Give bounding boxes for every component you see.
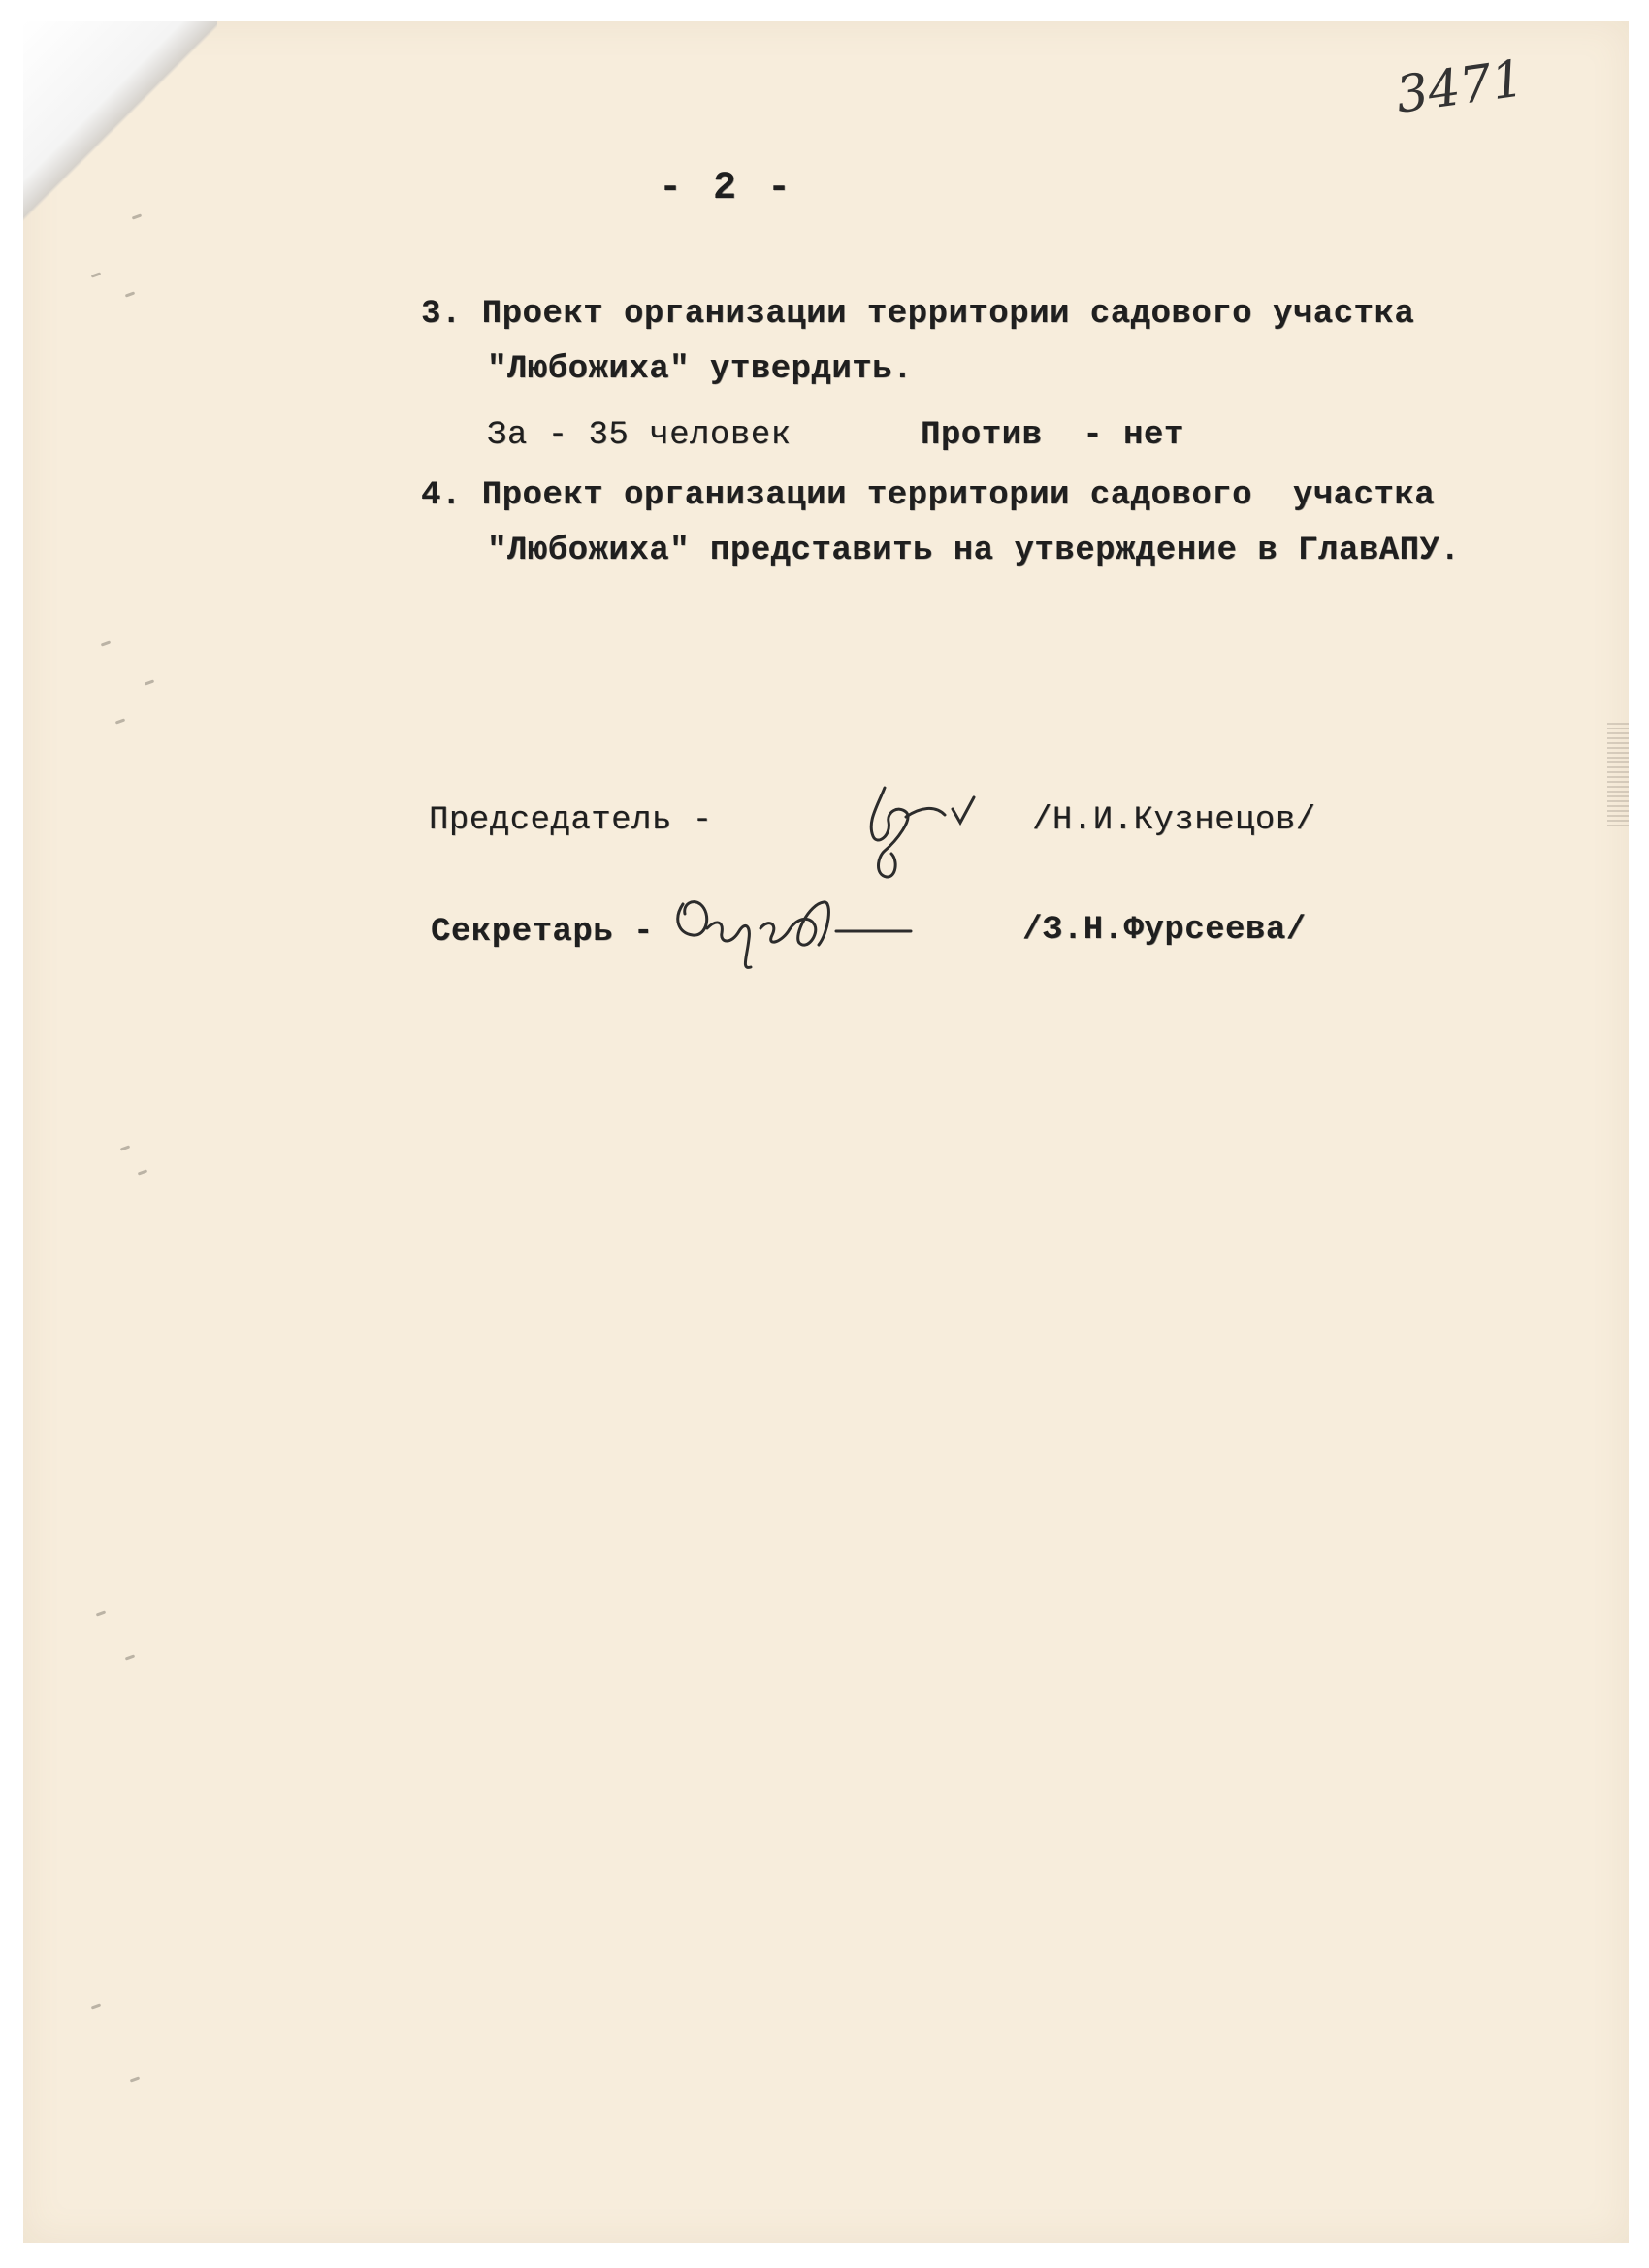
item-4-line-2: "Любожиха" представить на утверждение в ГлавАПУ. <box>487 533 1461 569</box>
secretary-name: /З.Н.Фурсеева/ <box>1022 912 1307 949</box>
scan-speck <box>101 640 111 646</box>
scan-speck <box>145 679 154 685</box>
archive-page-number: 3471 <box>1392 49 1528 125</box>
scan-speck <box>125 291 135 297</box>
item-3-line-2: "Любожиха" утвердить. <box>487 351 913 388</box>
folded-corner <box>23 21 217 244</box>
item-3-line-1: 3. Проект организации территории садового участка <box>421 296 1415 333</box>
scan-speck <box>96 1610 106 1616</box>
scan-speck <box>138 1169 147 1175</box>
scan-speck <box>125 1654 135 1660</box>
scan-speck <box>115 718 125 724</box>
secretary-signature <box>663 875 974 982</box>
document-page <box>23 21 1629 2243</box>
scan-speck <box>130 2076 140 2082</box>
vote-for: За - 35 человек <box>487 417 792 454</box>
page-number: - 2 - <box>659 167 795 211</box>
scan-speck <box>120 1145 130 1150</box>
scan-speck <box>91 272 101 277</box>
item-4-line-1: 4. Проект организации территории садового участка <box>421 477 1436 514</box>
scan-speck <box>91 2003 101 2009</box>
secretary-label: Секретарь - <box>431 914 654 951</box>
chairman-label: Председатель - <box>429 802 713 839</box>
chairman-name: /Н.И.Кузнецов/ <box>1032 802 1316 839</box>
scan-edge-noise <box>1607 720 1629 826</box>
vote-against: Против - нет <box>921 417 1184 454</box>
